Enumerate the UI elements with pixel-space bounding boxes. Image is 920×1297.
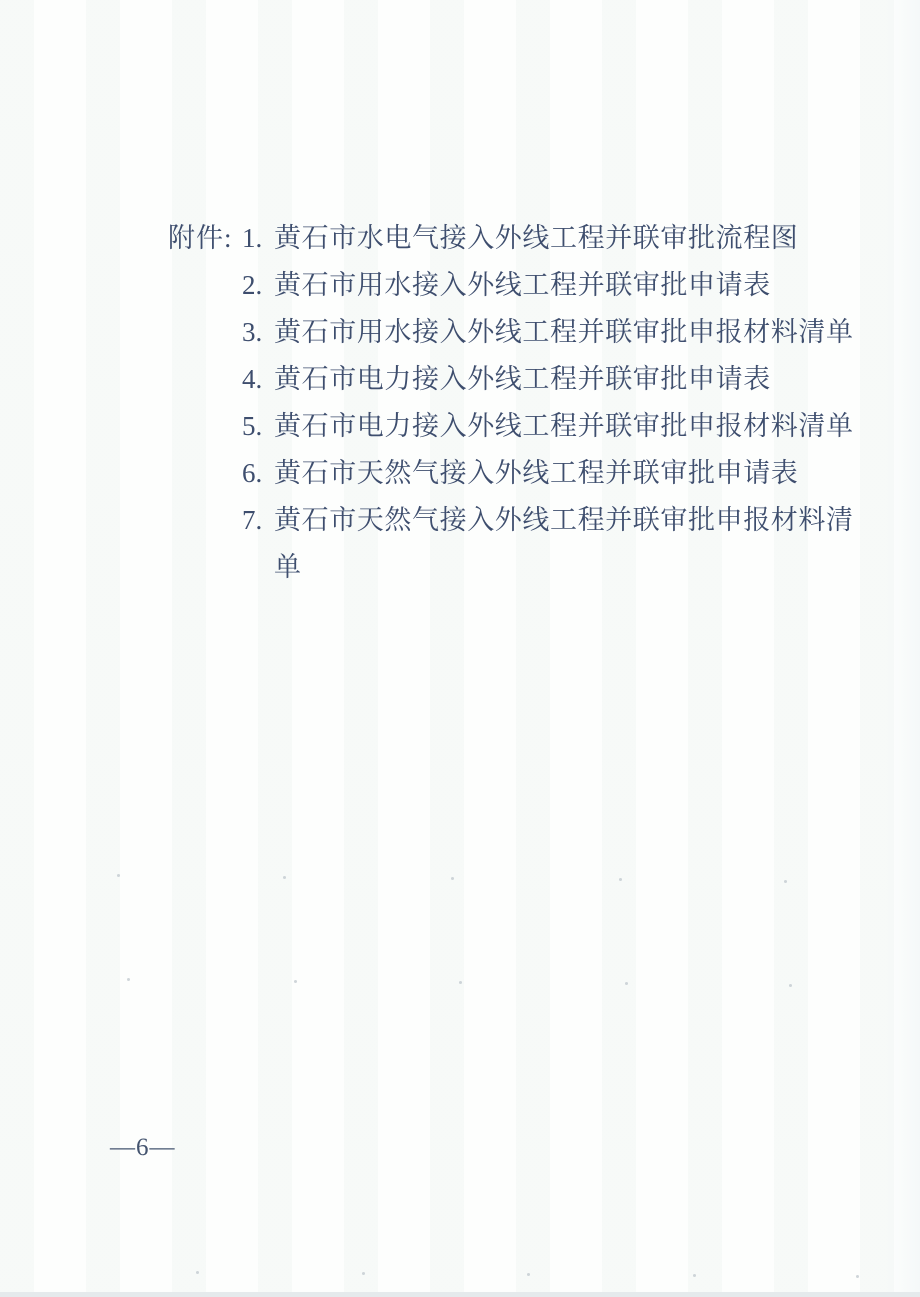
scan-speck bbox=[619, 878, 622, 881]
item-title: 黄石市天然气接入外线工程并联审批申请表 bbox=[274, 458, 799, 488]
scan-speck bbox=[856, 1275, 859, 1278]
item-number: 6. bbox=[242, 458, 263, 488]
item-title: 黄石市用水接入外线工程并联审批申请表 bbox=[274, 270, 771, 300]
scan-right-shade bbox=[886, 0, 920, 1297]
item-number: 3. bbox=[242, 317, 263, 347]
attachment-item bbox=[242, 262, 856, 309]
item-number: 1. bbox=[242, 223, 263, 253]
scan-speck bbox=[283, 876, 286, 879]
scan-bottom-edge bbox=[0, 1292, 920, 1297]
page-number: —6— bbox=[110, 1134, 176, 1161]
item-number: 7. bbox=[242, 505, 263, 535]
scan-speck bbox=[693, 1274, 696, 1277]
item-title: 黄石市电力接入外线工程并联审批申请表 bbox=[274, 364, 771, 394]
scan-speck bbox=[196, 1271, 199, 1274]
scan-speck bbox=[294, 980, 297, 983]
attachment-item bbox=[242, 450, 856, 497]
scan-speck bbox=[789, 984, 792, 987]
item-title: 黄石市天然气接入外线工程并联审批申报材料清单 bbox=[274, 505, 854, 582]
attachment-item bbox=[242, 215, 856, 262]
attachment-label: 附件: bbox=[168, 223, 233, 253]
scan-speck bbox=[127, 978, 130, 981]
item-number: 5. bbox=[242, 411, 263, 441]
scan-speck bbox=[625, 982, 628, 985]
attachment-item bbox=[242, 497, 856, 591]
item-number: 4. bbox=[242, 364, 263, 394]
scan-speck bbox=[362, 1272, 365, 1275]
attachment-list bbox=[242, 215, 856, 591]
scan-speck bbox=[117, 874, 120, 877]
item-number: 2. bbox=[242, 270, 263, 300]
scan-speck bbox=[451, 877, 454, 880]
item-title: 黄石市水电气接入外线工程并联审批流程图 bbox=[274, 223, 799, 253]
attachment-item bbox=[242, 403, 856, 450]
attachment-item bbox=[242, 309, 856, 356]
item-title: 黄石市电力接入外线工程并联审批申报材料清单 bbox=[274, 411, 854, 441]
scan-speck bbox=[527, 1273, 530, 1276]
scan-speck bbox=[784, 880, 787, 883]
item-title: 黄石市用水接入外线工程并联审批申报材料清单 bbox=[274, 317, 854, 347]
attachment-item bbox=[242, 356, 856, 403]
scan-speck bbox=[459, 981, 462, 984]
